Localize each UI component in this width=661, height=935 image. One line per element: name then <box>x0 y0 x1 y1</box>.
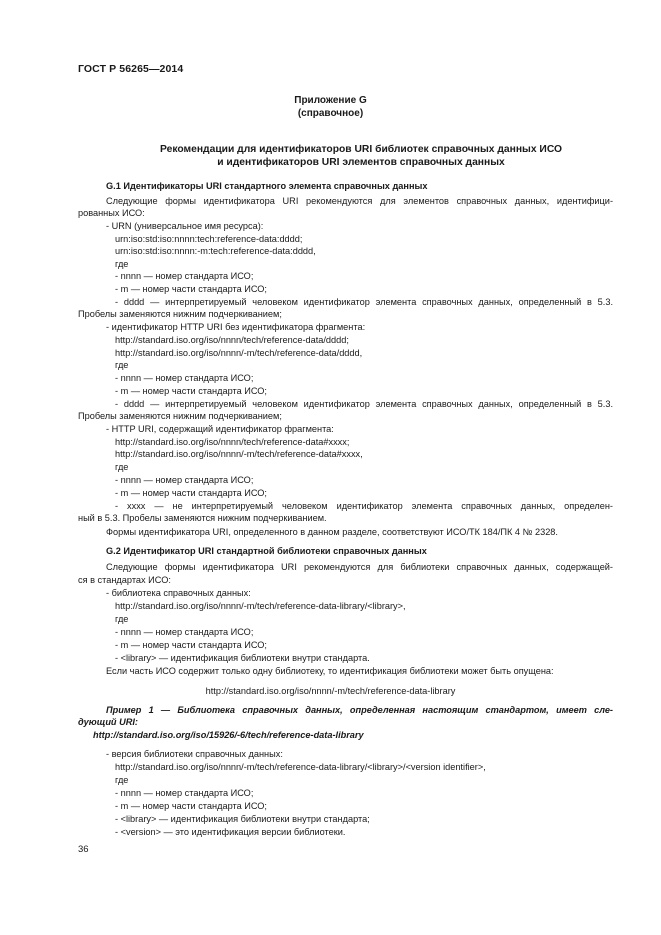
g2-version-form: http://standard.iso.org/iso/nnnn/-m/tech/reference-data-library/<library>/<version identifier>, <box>115 762 486 772</box>
g1-http-dddd-def-1: - dddd — интерпретируемый человеком идентификатор элемента справочных данных, определенный в 5.3. <box>115 399 613 409</box>
g2-library-nnnn-def: - nnnn — номер стандарта ИСО; <box>115 627 254 637</box>
g2-library-m-def: - m — номер части стандарта ИСО; <box>115 640 267 650</box>
section-g2-heading: G.2 Идентификатор URI стандартной библиотеки справочных данных <box>106 546 427 556</box>
g1-fragment-nnnn-def: - nnnn — номер стандарта ИСО; <box>115 475 254 485</box>
g2-single-library-note: Если часть ИСО содержит только одну библиотеку, то идентификация библиотеки может быть опущена: <box>106 666 554 676</box>
g1-urn-form-2: urn:iso:std:iso:nnnn:-m:tech:reference-data:dddd, <box>115 246 316 256</box>
g1-conformance-note: Формы идентификатора URI, определенного в данном разделе, соответствуют ИСО/ТК 184/ПК 4 № 2328. <box>106 527 558 537</box>
g2-intro-line-1: Следующие формы идентификатора URI рекомендуются для библиотеки справочных данных, содержащей- <box>106 562 613 572</box>
g1-fragment-xxxx-def-2: ный в 5.3. Пробелы заменяются нижним подчеркиванием. <box>78 513 327 523</box>
g1-http-dddd-def-2: Пробелы заменяются нижним подчеркиванием; <box>78 411 282 421</box>
g1-http-form-2: http://standard.iso.org/iso/nnnn/-m/tech/reference-data/dddd, <box>115 348 363 358</box>
g1-urn-m-def: - m — номер части стандарта ИСО; <box>115 284 267 294</box>
appendix-type: (справочное) <box>297 108 364 119</box>
g1-urn-nnnn-def: - nnnn — номер стандарта ИСО; <box>115 271 254 281</box>
g1-urn-label: - URN (универсальное имя ресурса): <box>106 221 264 231</box>
g2-version-m-def: - m — номер части стандарта ИСО; <box>115 801 267 811</box>
g2-library-label: - библиотека справочных данных: <box>106 588 251 598</box>
g2-library-form: http://standard.iso.org/iso/nnnn/-m/tech/reference-data-library/<library>, <box>115 601 406 611</box>
g1-fragment-m-def: - m — номер части стандарта ИСО; <box>115 488 267 498</box>
g1-intro-line-2: рованных ИСО: <box>78 208 145 218</box>
g2-where-1: где <box>115 614 129 624</box>
g2-version-label: - версия библиотеки справочных данных: <box>106 749 283 759</box>
g1-where-2: где <box>115 360 129 370</box>
g2-where-2: где <box>115 775 129 785</box>
example-1-uri: http://standard.iso.org/iso/15926/-6/tech/reference-data-library <box>93 730 364 740</box>
standard-header: ГОСТ Р 56265—2014 <box>78 63 184 75</box>
page-number: 36 <box>78 844 89 855</box>
appendix-title-line-2: и идентификаторов URI элементов справочных данных <box>217 157 505 168</box>
g1-where-3: где <box>115 462 129 472</box>
g1-fragment-form-1: http://standard.iso.org/iso/nnnn/tech/reference-data#xxxx; <box>115 437 350 447</box>
section-g1-heading: G.1 Идентификаторы URI стандартного элемента справочных данных <box>106 181 428 191</box>
appendix-title-line-1: Рекомендации для идентификаторов URI библиотек справочных данных ИСО <box>159 144 563 155</box>
g1-http-form-1: http://standard.iso.org/iso/nnnn/tech/reference-data/dddd; <box>115 335 349 345</box>
g1-fragment-form-2: http://standard.iso.org/iso/nnnn/-m/tech/reference-data#xxxx, <box>115 449 363 459</box>
g1-http-label: - идентификатор HTTP URI без идентификатора фрагмента: <box>106 322 366 332</box>
g1-urn-form-1: urn:iso:std:iso:nnnn:tech:reference-data:dddd; <box>115 234 303 244</box>
g1-http-m-def: - m — номер части стандарта ИСО; <box>115 386 267 396</box>
g1-http-nnnn-def: - nnnn — номер стандарта ИСО; <box>115 373 254 383</box>
g1-fragment-xxxx-def-1: - xxxx — не интерпретируемый человеком идентификатор элемента справочных данных, определен- <box>115 501 613 511</box>
g1-urn-dddd-def-2: Пробелы заменяются нижним подчеркиванием; <box>78 309 282 319</box>
g1-fragment-label: - HTTP URI, содержащий идентификатор фрагмента: <box>106 424 334 434</box>
appendix-label: Приложение G <box>294 95 367 106</box>
g1-urn-dddd-def-1: - dddd — интерпретируемый человеком идентификатор элемента справочных данных, определенный в 5.3. <box>115 297 613 307</box>
g2-version-id-def: - <version> — это идентификация версии библиотеки. <box>115 827 346 837</box>
example-1-line-2: дующий URI: <box>78 717 138 727</box>
g2-centered-uri: http://standard.iso.org/iso/nnnn/-m/tech/reference-data-library <box>205 686 456 696</box>
g2-intro-line-2: ся в стандартах ИСО: <box>78 575 171 585</box>
example-1-line-1: Пример 1 — Библиотека справочных данных, определенная настоящим стандартом, имеет сле- <box>106 705 613 715</box>
g2-version-library-def: - <library> — идентификация библиотеки внутри стандарта; <box>115 814 370 824</box>
g2-version-nnnn-def: - nnnn — номер стандарта ИСО; <box>115 788 254 798</box>
g2-library-id-def: - <library> — идентификация библиотеки внутри стандарта. <box>115 653 370 663</box>
g1-where-1: где <box>115 259 129 269</box>
g1-intro-line-1: Следующие формы идентификатора URI рекомендуются для элементов справочных данных, идентифици- <box>106 196 613 206</box>
